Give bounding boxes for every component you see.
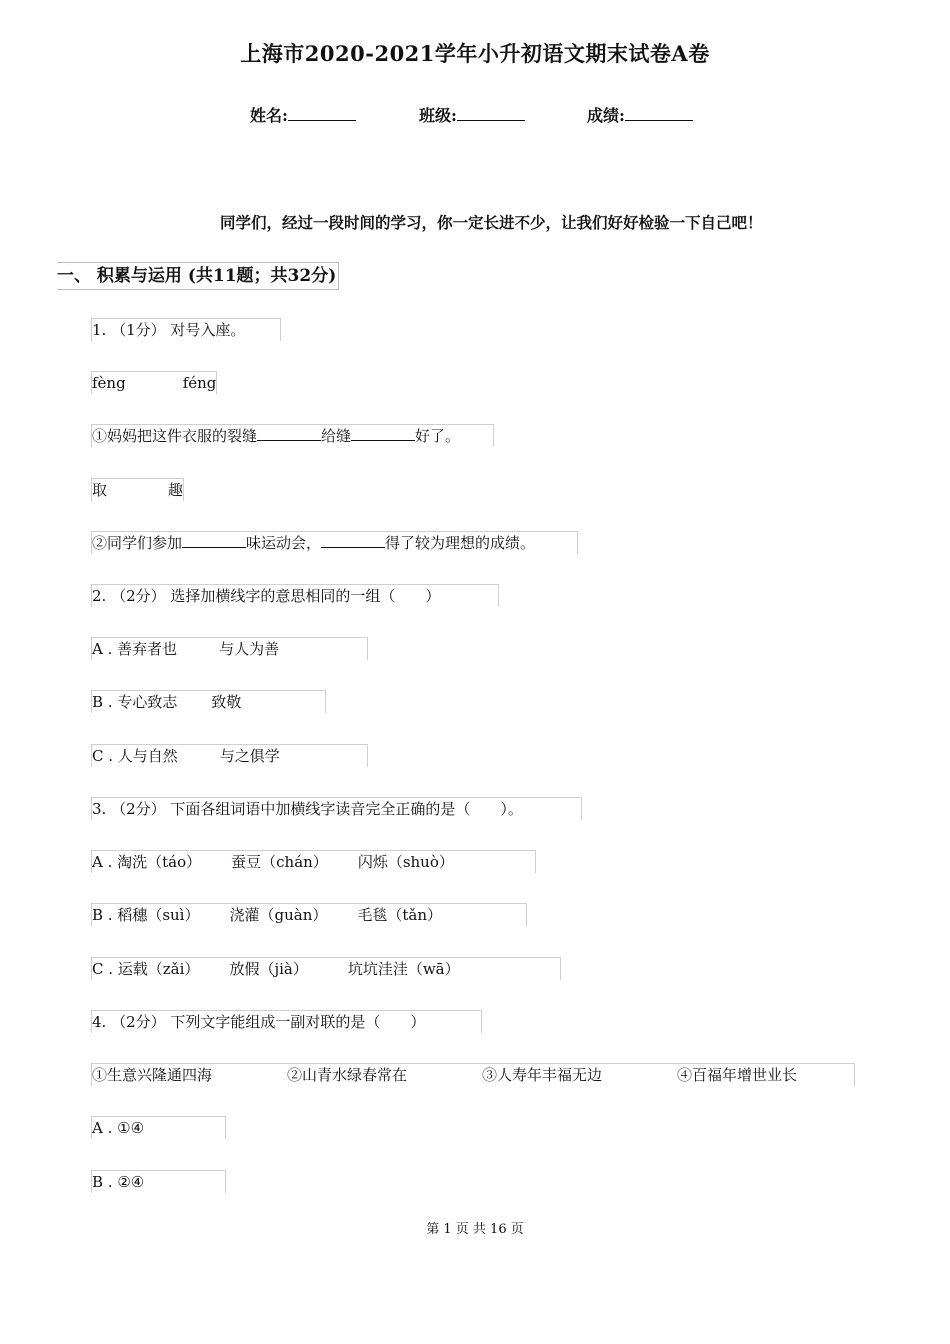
q3-b-word-2: 浇灌（guàn）: [229, 906, 328, 924]
q2-a-word-2: 与人为善: [219, 640, 280, 658]
sentence-2-part-b: 味运动会，: [246, 534, 322, 552]
q1-stem: 1. （1分） 对号入座。: [91, 318, 281, 341]
q3-a-word-1: A . 淘洗（táo）: [92, 853, 202, 871]
q1-pinyin-row: [91, 371, 217, 394]
name-label: 姓名:: [250, 106, 288, 125]
name-field: [250, 103, 356, 126]
class-blank: [457, 106, 525, 121]
q4-item-3: ③人寿年丰福无边: [482, 1066, 603, 1084]
sentence-1-blank-2: [351, 426, 415, 441]
score-field: [587, 103, 693, 126]
q3-c-word-1: C . 运载（zǎi）: [92, 960, 200, 978]
q2-option-b: [91, 690, 326, 713]
q4-item-1: ①生意兴隆通四海: [92, 1066, 213, 1084]
q3-option-a: [91, 850, 536, 873]
q4-option-a: A . ①④: [91, 1116, 226, 1139]
q3-option-b: [91, 903, 527, 926]
q3-c-word-2: 放假（jià）: [229, 960, 308, 978]
sentence-1-part-b: 给缝: [321, 427, 352, 445]
q3-a-word-3: 闪烁（shuò）: [357, 853, 454, 871]
sentence-1-part-a: ①妈妈把这件衣服的裂缝: [92, 427, 258, 445]
page-title: 上海市2020-2021学年小升初语文期末试卷A卷: [240, 41, 710, 66]
score-blank: [625, 106, 693, 121]
q3-c-word-3: 坑坑洼洼（wā）: [347, 960, 460, 978]
q3-option-c: [91, 957, 561, 980]
class-field: [419, 103, 525, 126]
q4-item-2: ②山青水绿春常在: [287, 1066, 408, 1084]
class-label: 班级:: [419, 106, 457, 125]
sentence-2-part-c: 得了较为理想的成绩。: [385, 534, 536, 552]
q1-chars-row: [91, 478, 184, 501]
q4-option-b: B . ②④: [91, 1170, 226, 1193]
q3-b-word-1: B . 稻穗（suì）: [92, 906, 200, 924]
q4-items-row: [91, 1063, 855, 1086]
section-heading: 一、 积累与运用 (共11题；共32分): [57, 262, 339, 290]
q3-b-word-3: 毛毯（tǎn）: [357, 906, 442, 924]
q4-stem: 4. （2分） 下列文字能组成一副对联的是（ ）: [91, 1010, 482, 1033]
sentence-2-blank-1: [182, 533, 246, 548]
sentence-1-blank-1: [257, 426, 321, 441]
sentence-2-blank-2: [321, 533, 385, 548]
sentence-2-part-a: ②同学们参加: [92, 534, 183, 552]
q2-stem: 2. （2分） 选择加横线字的意思相同的一组（ ）: [91, 584, 499, 607]
q2-c-word-1: C . 人与自然: [92, 747, 178, 765]
q3-a-word-2: 蚕豆（chán）: [231, 853, 328, 871]
q2-a-word-1: A . 善弃者也: [92, 640, 178, 658]
name-blank: [288, 106, 356, 121]
q2-c-word-2: 与之俱学: [219, 747, 280, 765]
q1-sentence-2: [91, 531, 578, 554]
intro-text: 同学们，经过一段时间的学习，你一定长进不少，让我们好好检验一下自己吧！: [220, 213, 763, 232]
pinyin-1: fèng: [92, 374, 126, 392]
char-2: 趣: [168, 481, 184, 499]
char-1: 取: [92, 481, 108, 499]
sentence-1-part-c: 好了。: [415, 427, 461, 445]
q2-b-word-1: B . 专心致志: [92, 693, 178, 711]
page-footer: 第 1 页 共 16 页: [426, 1222, 524, 1237]
q3-stem: 3. （2分） 下面各组词语中加横线字读音完全正确的是（ ）。: [91, 797, 582, 820]
q2-option-a: [91, 637, 368, 660]
q1-sentence-1: [91, 424, 494, 447]
pinyin-2: féng: [182, 374, 217, 392]
q2-option-c: [91, 744, 368, 767]
q2-b-word-2: 致敬: [211, 693, 242, 711]
q4-item-4: ④百福年增世业长: [677, 1066, 798, 1084]
score-label: 成绩:: [587, 106, 625, 125]
